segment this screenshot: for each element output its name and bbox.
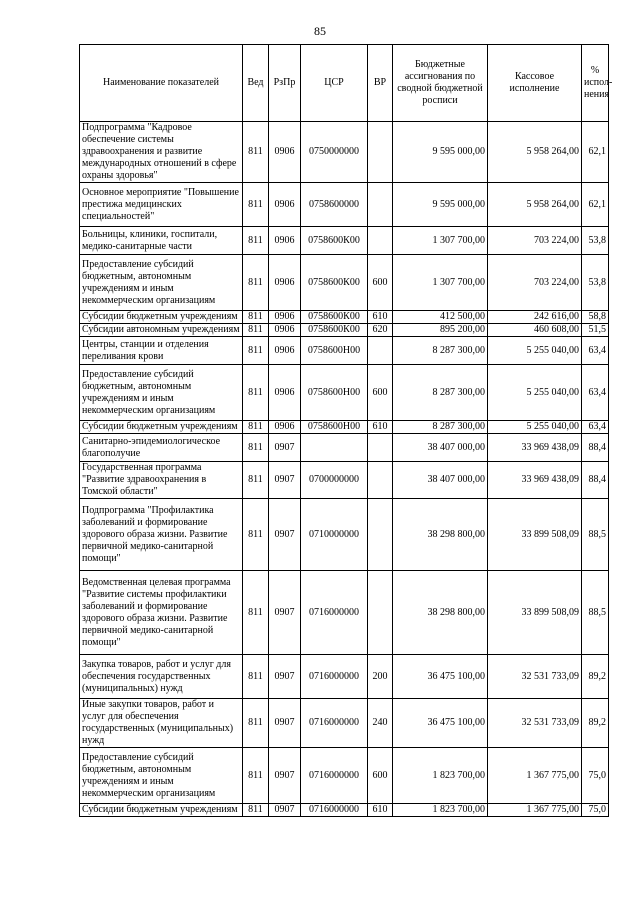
- table-row: [80, 337, 609, 365]
- row-cash-execution: 703 224,00: [488, 227, 582, 255]
- row-ved: 811: [243, 655, 269, 699]
- row-percent: 53,8: [582, 255, 609, 311]
- table-row: [80, 122, 609, 183]
- row-assignments: 895 200,00: [393, 324, 488, 337]
- table-row: [80, 183, 609, 227]
- row-csr: 0758600К00: [301, 255, 368, 311]
- row-assignments: 38 407 000,00: [393, 462, 488, 499]
- header-assignments: Бюджетные ассигнования по сводной бюджетной росписи: [393, 45, 488, 122]
- row-vr: 600: [368, 365, 393, 421]
- row-ved: 811: [243, 337, 269, 365]
- row-cash-execution: 5 958 264,00: [488, 122, 582, 183]
- row-percent: 88,4: [582, 434, 609, 462]
- row-vr: 610: [368, 804, 393, 817]
- row-name: Центры, станции и отделения переливания крови: [80, 337, 243, 365]
- row-assignments: 36 475 100,00: [393, 655, 488, 699]
- row-cash-execution: 5 958 264,00: [488, 183, 582, 227]
- table-row: [80, 434, 609, 462]
- row-name: Иные закупки товаров, работ и услуг для обеспечения государственных (муниципальных) нужд: [80, 699, 243, 748]
- row-cash-execution: 33 969 438,09: [488, 462, 582, 499]
- page-number: 85: [314, 24, 326, 38]
- row-ved: 811: [243, 748, 269, 804]
- table-row: [80, 324, 609, 337]
- row-ved: 811: [243, 499, 269, 571]
- row-rzpr: 0906: [269, 255, 301, 311]
- row-rzpr: 0906: [269, 324, 301, 337]
- header-cash-execution: Кассовое исполнение: [488, 45, 582, 122]
- row-assignments: 36 475 100,00: [393, 699, 488, 748]
- row-cash-execution: 460 608,00: [488, 324, 582, 337]
- row-vr: [368, 434, 393, 462]
- row-csr: 0758600К00: [301, 324, 368, 337]
- row-percent: 62,1: [582, 183, 609, 227]
- row-assignments: 8 287 300,00: [393, 421, 488, 434]
- row-cash-execution: 33 969 438,09: [488, 434, 582, 462]
- table-row: [80, 421, 609, 434]
- row-cash-execution: 33 899 508,09: [488, 571, 582, 655]
- row-cash-execution: 32 531 733,09: [488, 699, 582, 748]
- row-vr: [368, 227, 393, 255]
- row-vr: 600: [368, 255, 393, 311]
- row-name: Предоставление субсидий бюджетным, автономным учреждениям и иным некоммерческим организациям: [80, 748, 243, 804]
- row-assignments: 38 298 800,00: [393, 499, 488, 571]
- table-row: [80, 499, 609, 571]
- row-vr: 240: [368, 699, 393, 748]
- row-assignments: 1 307 700,00: [393, 227, 488, 255]
- row-cash-execution: 703 224,00: [488, 255, 582, 311]
- row-cash-execution: 5 255 040,00: [488, 337, 582, 365]
- row-name: Санитарно-эпидемиологическое благополучие: [80, 434, 243, 462]
- table-row: [80, 804, 609, 817]
- row-rzpr: 0907: [269, 804, 301, 817]
- row-csr: 0716000000: [301, 699, 368, 748]
- row-percent: 63,4: [582, 337, 609, 365]
- row-vr: [368, 183, 393, 227]
- row-name: Субсидии бюджетным учреждениям: [80, 804, 243, 817]
- row-ved: 811: [243, 421, 269, 434]
- row-csr: 0716000000: [301, 571, 368, 655]
- row-name: Основное мероприятие "Повышение престижа медицинских специальностей": [80, 183, 243, 227]
- row-rzpr: 0907: [269, 462, 301, 499]
- budget-execution-table: [79, 44, 613, 817]
- row-percent: 88,4: [582, 462, 609, 499]
- row-name: Закупка товаров, работ и услуг для обеспечения государственных (муниципальных) нужд: [80, 655, 243, 699]
- table-row: [80, 699, 609, 748]
- row-name: Больницы, клиники, госпитали, медико-санитарные части: [80, 227, 243, 255]
- row-name: Предоставление субсидий бюджетным, автономным учреждениям и иным некоммерческим организациям: [80, 255, 243, 311]
- table-row: [80, 255, 609, 311]
- row-assignments: 1 307 700,00: [393, 255, 488, 311]
- row-vr: 600: [368, 748, 393, 804]
- table-row: [80, 462, 609, 499]
- row-rzpr: 0906: [269, 227, 301, 255]
- row-ved: 811: [243, 255, 269, 311]
- row-percent: 58,8: [582, 311, 609, 324]
- row-assignments: 8 287 300,00: [393, 337, 488, 365]
- row-ved: 811: [243, 122, 269, 183]
- row-rzpr: 0906: [269, 183, 301, 227]
- row-name: Субсидии бюджетным учреждениям: [80, 311, 243, 324]
- row-vr: 610: [368, 421, 393, 434]
- row-percent: 62,1: [582, 122, 609, 183]
- row-assignments: 9 595 000,00: [393, 183, 488, 227]
- row-cash-execution: 5 255 040,00: [488, 421, 582, 434]
- table-row: [80, 311, 609, 324]
- row-csr: 0716000000: [301, 804, 368, 817]
- row-vr: 620: [368, 324, 393, 337]
- row-assignments: 1 823 700,00: [393, 748, 488, 804]
- row-assignments: 9 595 000,00: [393, 122, 488, 183]
- header-percent: % испол- нения: [582, 45, 609, 122]
- row-percent: 89,2: [582, 699, 609, 748]
- row-rzpr: 0907: [269, 748, 301, 804]
- row-vr: [368, 499, 393, 571]
- row-vr: 610: [368, 311, 393, 324]
- row-csr: 0710000000: [301, 499, 368, 571]
- row-csr: 0758600Н00: [301, 365, 368, 421]
- row-name: Государственная программа "Развитие здравоохранения в Томской области": [80, 462, 243, 499]
- row-name: Ведомственная целевая программа "Развитие системы профилактики заболеваний и формирование здорового образа жизни. Развитие первичной медико-санитарной помощи": [80, 571, 243, 655]
- row-cash-execution: 1 367 775,00: [488, 804, 582, 817]
- row-percent: 89,2: [582, 655, 609, 699]
- row-csr: 0758600000: [301, 183, 368, 227]
- row-name: Предоставление субсидий бюджетным, автономным учреждениям и иным некоммерческим организациям: [80, 365, 243, 421]
- row-cash-execution: 1 367 775,00: [488, 748, 582, 804]
- row-assignments: 38 407 000,00: [393, 434, 488, 462]
- row-rzpr: 0906: [269, 365, 301, 421]
- row-cash-execution: 32 531 733,09: [488, 655, 582, 699]
- row-vr: [368, 337, 393, 365]
- row-assignments: 38 298 800,00: [393, 571, 488, 655]
- header-name: Наименование показателей: [80, 45, 243, 122]
- row-vr: [368, 122, 393, 183]
- row-rzpr: 0907: [269, 699, 301, 748]
- row-name: Субсидии бюджетным учреждениям: [80, 421, 243, 434]
- row-percent: 88,5: [582, 571, 609, 655]
- table-row: [80, 365, 609, 421]
- row-ved: 811: [243, 365, 269, 421]
- row-csr: 0758600Н00: [301, 337, 368, 365]
- header-ved: Вед: [243, 45, 269, 122]
- row-csr: 0716000000: [301, 655, 368, 699]
- row-percent: 75,0: [582, 804, 609, 817]
- row-ved: 811: [243, 183, 269, 227]
- row-ved: 811: [243, 699, 269, 748]
- row-ved: 811: [243, 324, 269, 337]
- row-vr: [368, 571, 393, 655]
- row-rzpr: 0907: [269, 655, 301, 699]
- row-ved: 811: [243, 571, 269, 655]
- row-rzpr: 0907: [269, 571, 301, 655]
- table-header-row: [80, 45, 609, 122]
- row-percent: 63,4: [582, 365, 609, 421]
- row-cash-execution: 33 899 508,09: [488, 499, 582, 571]
- table-body: [80, 122, 609, 817]
- row-csr: [301, 434, 368, 462]
- row-cash-execution: 5 255 040,00: [488, 365, 582, 421]
- row-name: Субсидии автономным учреждениям: [80, 324, 243, 337]
- row-vr: [368, 462, 393, 499]
- row-csr: 0758600Н00: [301, 421, 368, 434]
- table-row: [80, 571, 609, 655]
- row-percent: 63,4: [582, 421, 609, 434]
- row-assignments: 1 823 700,00: [393, 804, 488, 817]
- row-csr: 0716000000: [301, 748, 368, 804]
- row-ved: 811: [243, 311, 269, 324]
- row-csr: 0758600К00: [301, 227, 368, 255]
- row-percent: 88,5: [582, 499, 609, 571]
- row-name: Подпрограмма "Кадровое обеспечение системы здравоохранения и развитие международных отношений в сфере охраны здоровья": [80, 122, 243, 183]
- header-rzpr: РзПр: [269, 45, 301, 122]
- row-csr: 0700000000: [301, 462, 368, 499]
- row-ved: 811: [243, 462, 269, 499]
- row-cash-execution: 242 616,00: [488, 311, 582, 324]
- row-csr: 0758600К00: [301, 311, 368, 324]
- header-vr: ВР: [368, 45, 393, 122]
- row-ved: 811: [243, 804, 269, 817]
- row-percent: 51,5: [582, 324, 609, 337]
- table-row: [80, 227, 609, 255]
- row-rzpr: 0906: [269, 337, 301, 365]
- row-ved: 811: [243, 434, 269, 462]
- header-csr: ЦСР: [301, 45, 368, 122]
- table-row: [80, 655, 609, 699]
- row-rzpr: 0906: [269, 122, 301, 183]
- row-assignments: 8 287 300,00: [393, 365, 488, 421]
- row-rzpr: 0906: [269, 311, 301, 324]
- row-ved: 811: [243, 227, 269, 255]
- row-rzpr: 0907: [269, 434, 301, 462]
- row-percent: 75,0: [582, 748, 609, 804]
- row-assignments: 412 500,00: [393, 311, 488, 324]
- row-percent: 53,8: [582, 227, 609, 255]
- row-vr: 200: [368, 655, 393, 699]
- row-rzpr: 0907: [269, 499, 301, 571]
- table-row: [80, 748, 609, 804]
- row-csr: 0750000000: [301, 122, 368, 183]
- row-rzpr: 0906: [269, 421, 301, 434]
- row-name: Подпрограмма "Профилактика заболеваний и формирование здорового образа жизни. Развитие первичной медико-санитарной помощи": [80, 499, 243, 571]
